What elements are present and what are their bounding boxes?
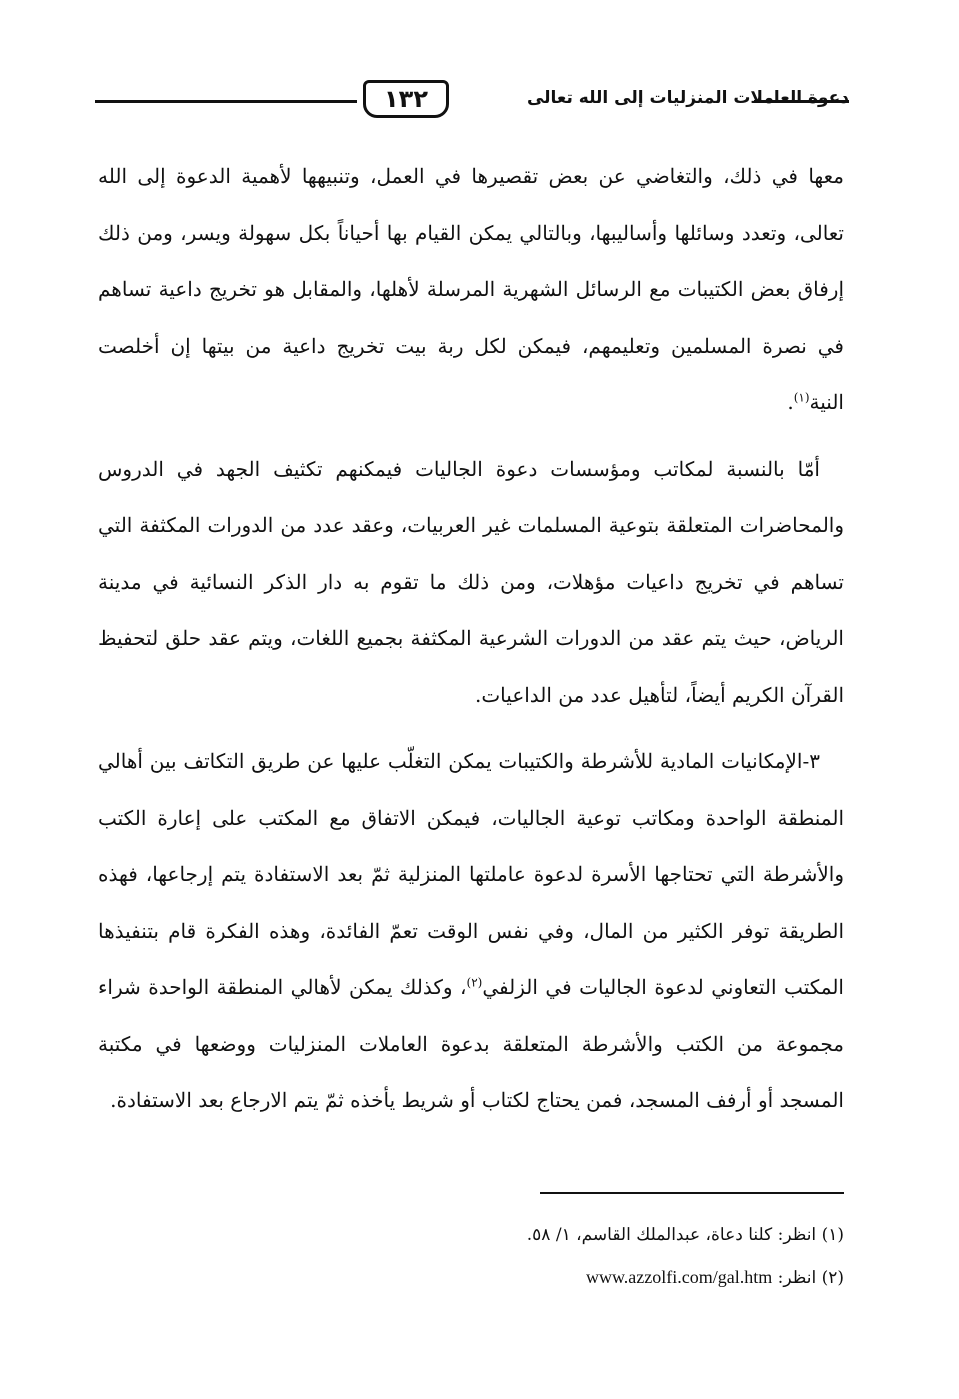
footnotes <box>300 1214 844 1299</box>
main-text <box>98 148 844 1129</box>
paragraph-3-text-start: ٣-الإمكانيات المادية للأشرطة والكتيبات يمكن التغلّب عليها عن طريق التكاتف بين أهالي المنطقة الواحدة ومكاتب توعية الجاليات، فيمكن الاتفاق مع المكتب على إعارة الكتب والأشرطة التي تحتاجها الأسرة لدعوة عاملتها المنزلية ثمّ بعد الاستفادة يتم إرجاعها، فهذه الطريقة توفر الكثير من المال، وفي نفس الوقت تعمّ الفائدة، وهذه الفكرة قام بتنفيذها المكتب التعاوني لدعوة الجاليات في الزلفي <box>98 749 844 999</box>
footnote-2-url[interactable]: www.azzolfi.com/gal.htm <box>585 1267 773 1287</box>
running-header <box>95 78 849 128</box>
paragraph-2-text: أمّا بالنسبة لمكاتب ومؤسسات دعوة الجاليات فيمكنهم تكثيف الجهد في الدروس والمحاضرات المتعلقة بتوعية المسلمات غير العربيات، وعقد عدد من الدورات المكثفة التي تساهم في تخريج داعيات مؤهلات، ومن ذلك ما تقوم به دار الذكر النسائية في مدينة الرياض، حيث يتم عقد من الدورات الشرعية المكثفة بجميع اللغات، ويتم عقد حلق لتحفيظ القرآن الكريم أيضاً، لتأهيل عدد من الداعيات. <box>98 456 844 707</box>
paragraph-1 <box>98 148 844 431</box>
footnote-separator <box>540 1192 844 1194</box>
footnote-ref-2[interactable]: (٢) <box>466 975 483 990</box>
footnote-ref-1[interactable]: (١) <box>793 390 810 405</box>
paragraph-1-end: . <box>787 390 794 414</box>
footnote-1-marker: (١) <box>821 1225 844 1245</box>
footnote-2-marker: (٢) <box>821 1268 844 1288</box>
page-number <box>363 80 449 118</box>
footnote-2 <box>300 1256 844 1299</box>
footnote-2-label: انظر: <box>777 1268 817 1288</box>
footnote-1 <box>300 1214 844 1256</box>
header-rule-left <box>95 100 357 103</box>
book-title: دعوة العاملات المنزليات إلى الله تعالى <box>526 88 849 108</box>
paragraph-3 <box>98 733 844 1129</box>
paragraph-1-text: معها في ذلك، والتغاضي عن بعض تقصيرها في العمل، وتنبيهها لأهمية الدعوة إلى الله تعالى، وتعدد وسائلها وأساليبها، وبالتالي يمكن القيام بها أحياناً بكل سهولة ويسر، ومن ذلك إرفاق بعض الكتيبات مع الرسائل الشهرية المرسلة لأهلها، والمقابل هو تخريج داعية تساهم في نصرة المسلمين وتعليمهم، فيمكن لكل ربة بيت تخريج داعية من بيتها إن أخلصت النية <box>98 164 844 414</box>
paragraph-2 <box>98 441 844 724</box>
paragraph-3-text-end: ، وكذلك يمكن لأهالي المنطقة الواحدة شراء مجموعة من الكتب والأشرطة المتعلقة بدعوة العاملات المنزليات ووضعها في مكتبة المسجد أو أرفف المسجد، فمن يحتاج لكتاب أو شريط يأخذه ثمّ يتم الارجاع بعد الاستفادة. <box>98 975 844 1112</box>
page-number-text: ١٣٢ <box>384 85 428 113</box>
footnote-1-text: انظر: كلنا دعاة، عبدالملك القاسم، ١/ ٥٨. <box>526 1225 817 1245</box>
